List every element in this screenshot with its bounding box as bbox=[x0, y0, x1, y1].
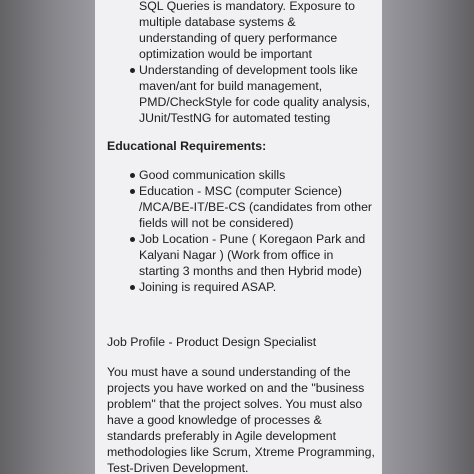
educational-requirements-heading: Educational Requirements: bbox=[107, 139, 267, 153]
job-profile-paragraph: You must have a sound understanding of the projects you have worked on and the "business problem" that the project solves. You must also have a good knowledge of processes & standards preferably in Agile development methodologies like Scrum, Xtreme Programming, Test-Driven Development. bbox=[107, 365, 375, 474]
right-blurred-background bbox=[382, 0, 474, 474]
list-item-job-location: Job Location - Pune ( Koregaon Park and Kalyani Nagar ) (Work from office in starting 3 months and then Hybrid mode) bbox=[139, 231, 376, 279]
list-item-communication: Good communication skills bbox=[139, 167, 376, 183]
list-item-dev-tools: Understanding of development tools like maven/ant for build management, PMD/CheckStyle for code quality analysis, JUnit/TestNG for automated testing bbox=[139, 62, 376, 126]
document-content bbox=[107, 0, 376, 474]
skills-list bbox=[107, 0, 376, 126]
educational-requirements-list bbox=[107, 167, 376, 295]
job-profile-title: Job Profile - Product Design Specialist bbox=[107, 335, 317, 349]
list-item-sql: SQL Queries is mandatory. Exposure to multiple database systems & understanding of query performance optimization would be important bbox=[139, 0, 355, 61]
list-item-education: Education - MSC (computer Science) /MCA/BE-IT/BE-CS (candidates from other fields will not be considered) bbox=[139, 183, 376, 231]
job-description-document bbox=[95, 0, 382, 474]
left-blurred-background bbox=[0, 0, 95, 474]
list-item-joining: Joining is required ASAP. bbox=[139, 279, 376, 295]
